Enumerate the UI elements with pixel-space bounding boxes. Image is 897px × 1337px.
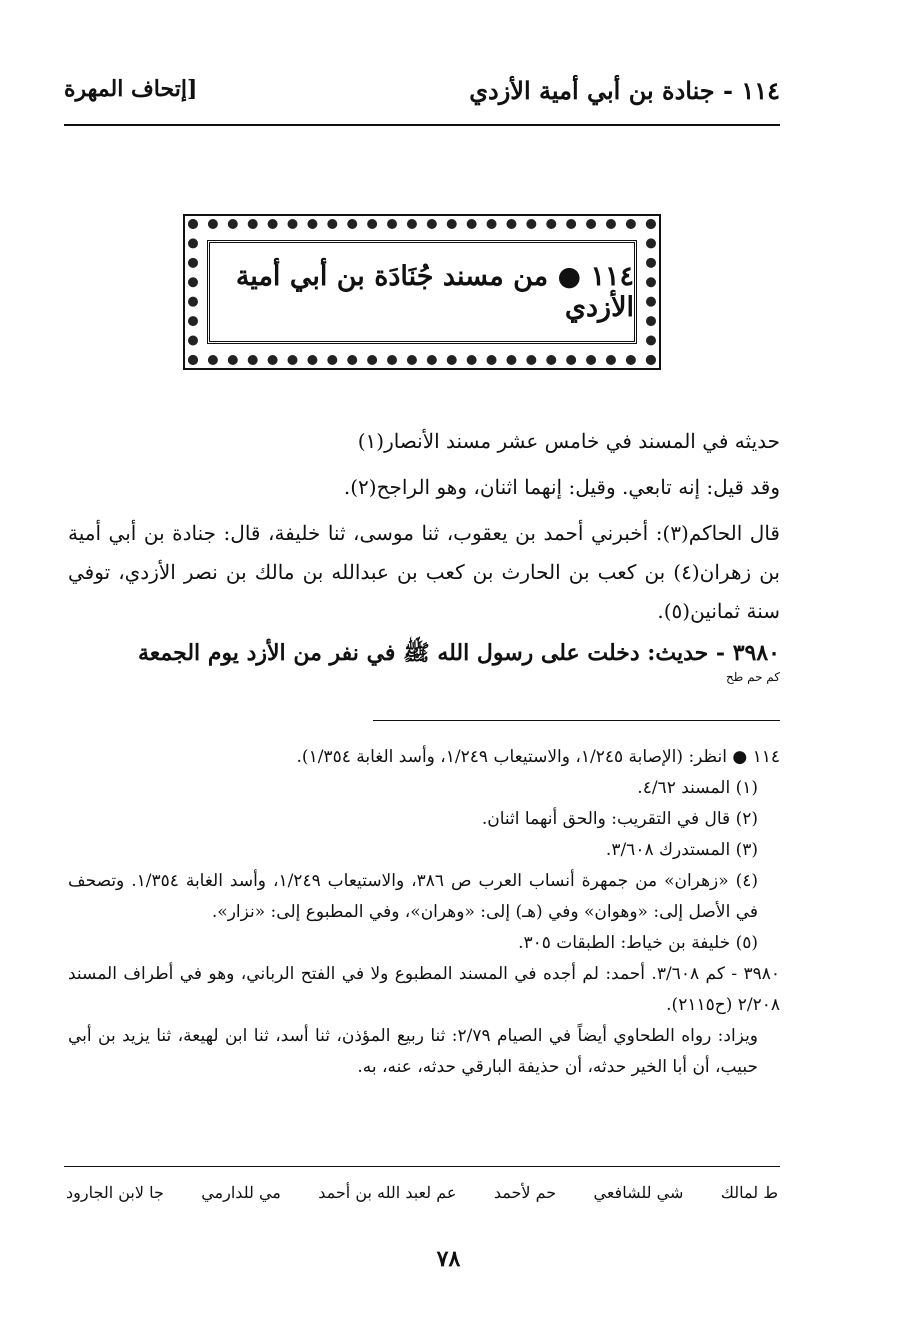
page-header <box>64 70 780 126</box>
paragraph-hakim: قال الحاكم(٣): أخبرني أحمد بن يعقوب، ثنا موسى، ثنا خليفة، قال: جنادة بن أبي أمية بن زهران(٤) بن كعب بن الحارث بن كعب بن عبدالله بن مالك بن نصر الأزدي، توفي سنة ثمانين(٥). <box>68 521 780 623</box>
footnote-addition: ويزاد: رواه الطحاوي أيضاً في الصيام ٢/٧٩: ثنا ربيع المؤذن، ثنا أسد، ثنا ابن لهيعة، ثنا يزيد بن أبي حبيب، أن أبا الخير حدثه، أن حذيفة البارقي حدثه، عنه، به. <box>68 1026 759 1077</box>
paragraph-musnad: حديثه في المسند في خامس عشر مسند الأنصار(١) <box>357 429 780 453</box>
footnote-3: (٣) المستدرك ٣/٦٠٨. <box>605 840 758 860</box>
paragraph-tabii: وقد قيل: إنه تابعي. وقيل: إنهما اثنان، وهو الراجح(٢). <box>343 475 780 499</box>
footnote-5: (٥) خليفة بن خياط: الطبقات ٣٠٥. <box>518 933 758 953</box>
abbr-item: مي للدارمي <box>201 1183 281 1202</box>
footnote-main: ١١٤ ● انظر: (الإصابة ١/٢٤٥، والاستيعاب ١/٢٤٩، وأسد الغابة ١/٣٥٤). <box>296 747 780 767</box>
hadith-3980: ٣٩٨٠ - حديث: دخلت على رسول الله ﷺ في نفر من الأزد يوم الجمعة <box>138 640 780 666</box>
page-number: ٧٨ <box>436 1246 461 1272</box>
ornamental-title-frame <box>183 214 661 370</box>
abbreviation-legend <box>66 1183 778 1202</box>
abbr-item: حم لأحمد <box>493 1183 557 1202</box>
source-symbols: كم حم طح <box>725 670 780 684</box>
footnote-2: (٢) قال في التقريب: والحق أنهما اثنان. <box>481 809 758 829</box>
abbr-item: ط لمالك <box>720 1183 778 1202</box>
chapter-heading: ١١٤ - جنادة بن أبي أمية الأزدي <box>469 76 780 105</box>
title-box <box>207 240 637 344</box>
footnotes <box>68 742 780 1083</box>
footnote-separator <box>373 720 780 721</box>
abbreviation-separator <box>64 1166 780 1167</box>
footnote-1: (١) المسند ٤/٦٢. <box>637 778 758 798</box>
book-title: [إتحاف المهرة <box>64 76 198 102</box>
footnote-hadith-3980: ٣٩٨٠ - كم ٣/٦٠٨. أحمد: لم أجده في المسند المطبوع ولا في الفتح الرباني، وهو في أطراف المسند ٢/٢٠٨ (ح٢١١٥). <box>68 964 780 1015</box>
abbr-item: عم لعبد الله بن أحمد <box>318 1183 457 1202</box>
abbr-item: جا لابن الجارود <box>66 1183 164 1202</box>
section-title: ١١٤ ● من مسند جُنَادَة بن أبي أمية الأزدي <box>235 261 634 323</box>
abbr-item: شي للشافعي <box>593 1183 684 1202</box>
footnote-4: (٤) «زهران» من جمهرة أنساب العرب ص ٣٨٦، والاستيعاب ١/٢٤٩، وأسد الغابة ١/٣٥٤. وتصحف في الأصل إلى: «وهوان» وفي (هـ) إلى: «وهران»، وفي المطبوع إلى: «نزار». <box>68 871 759 922</box>
